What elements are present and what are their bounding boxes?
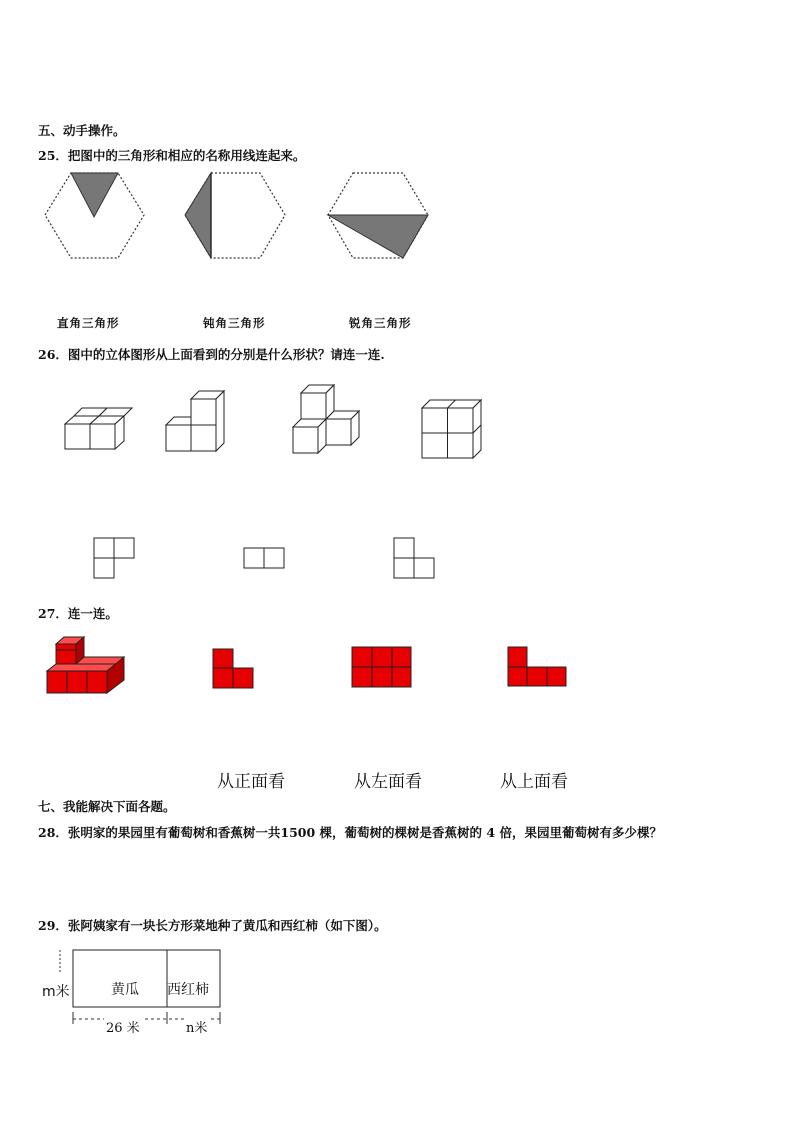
label-width-n: n米 [184,1017,209,1036]
question-28-text: 28．张明家的果园里有葡萄树和香蕉树一共1500 棵，葡萄树的棵树是香蕉树的 4 倍，果园里葡萄树有多少棵？ [38,825,662,840]
name-right-triangle: 直角三角形 [57,316,120,330]
label-tomato: 西红柿 [167,982,209,998]
view-label-top: 从上面看 [500,772,568,792]
label-width-26: 26 米 [104,1017,142,1036]
section-5-title: 五、动手操作。 [38,123,126,138]
question-26-text: 26．图中的立体图形从上面看到的分别是什么形状？请连一连. [38,347,385,362]
section-7-title: 七、我能解决下面各题。 [38,799,176,814]
view-label-left: 从左面看 [354,772,422,792]
name-obtuse-triangle: 钝角三角形 [203,316,266,330]
label-height-m: m米 [42,984,70,1000]
view-label-front: 从正面看 [217,772,285,792]
question-25-text: 25．把图中的三角形和相应的名称用线连起来。 [38,148,306,163]
label-cucumber: 黄瓜 [111,982,139,998]
question-27-text: 27．连一连。 [38,606,118,621]
question-29-text: 29．张阿姨家有一块长方形菜地种了黄瓜和西红柿（如下图）。 [38,918,387,933]
name-acute-triangle: 锐角三角形 [349,316,412,330]
